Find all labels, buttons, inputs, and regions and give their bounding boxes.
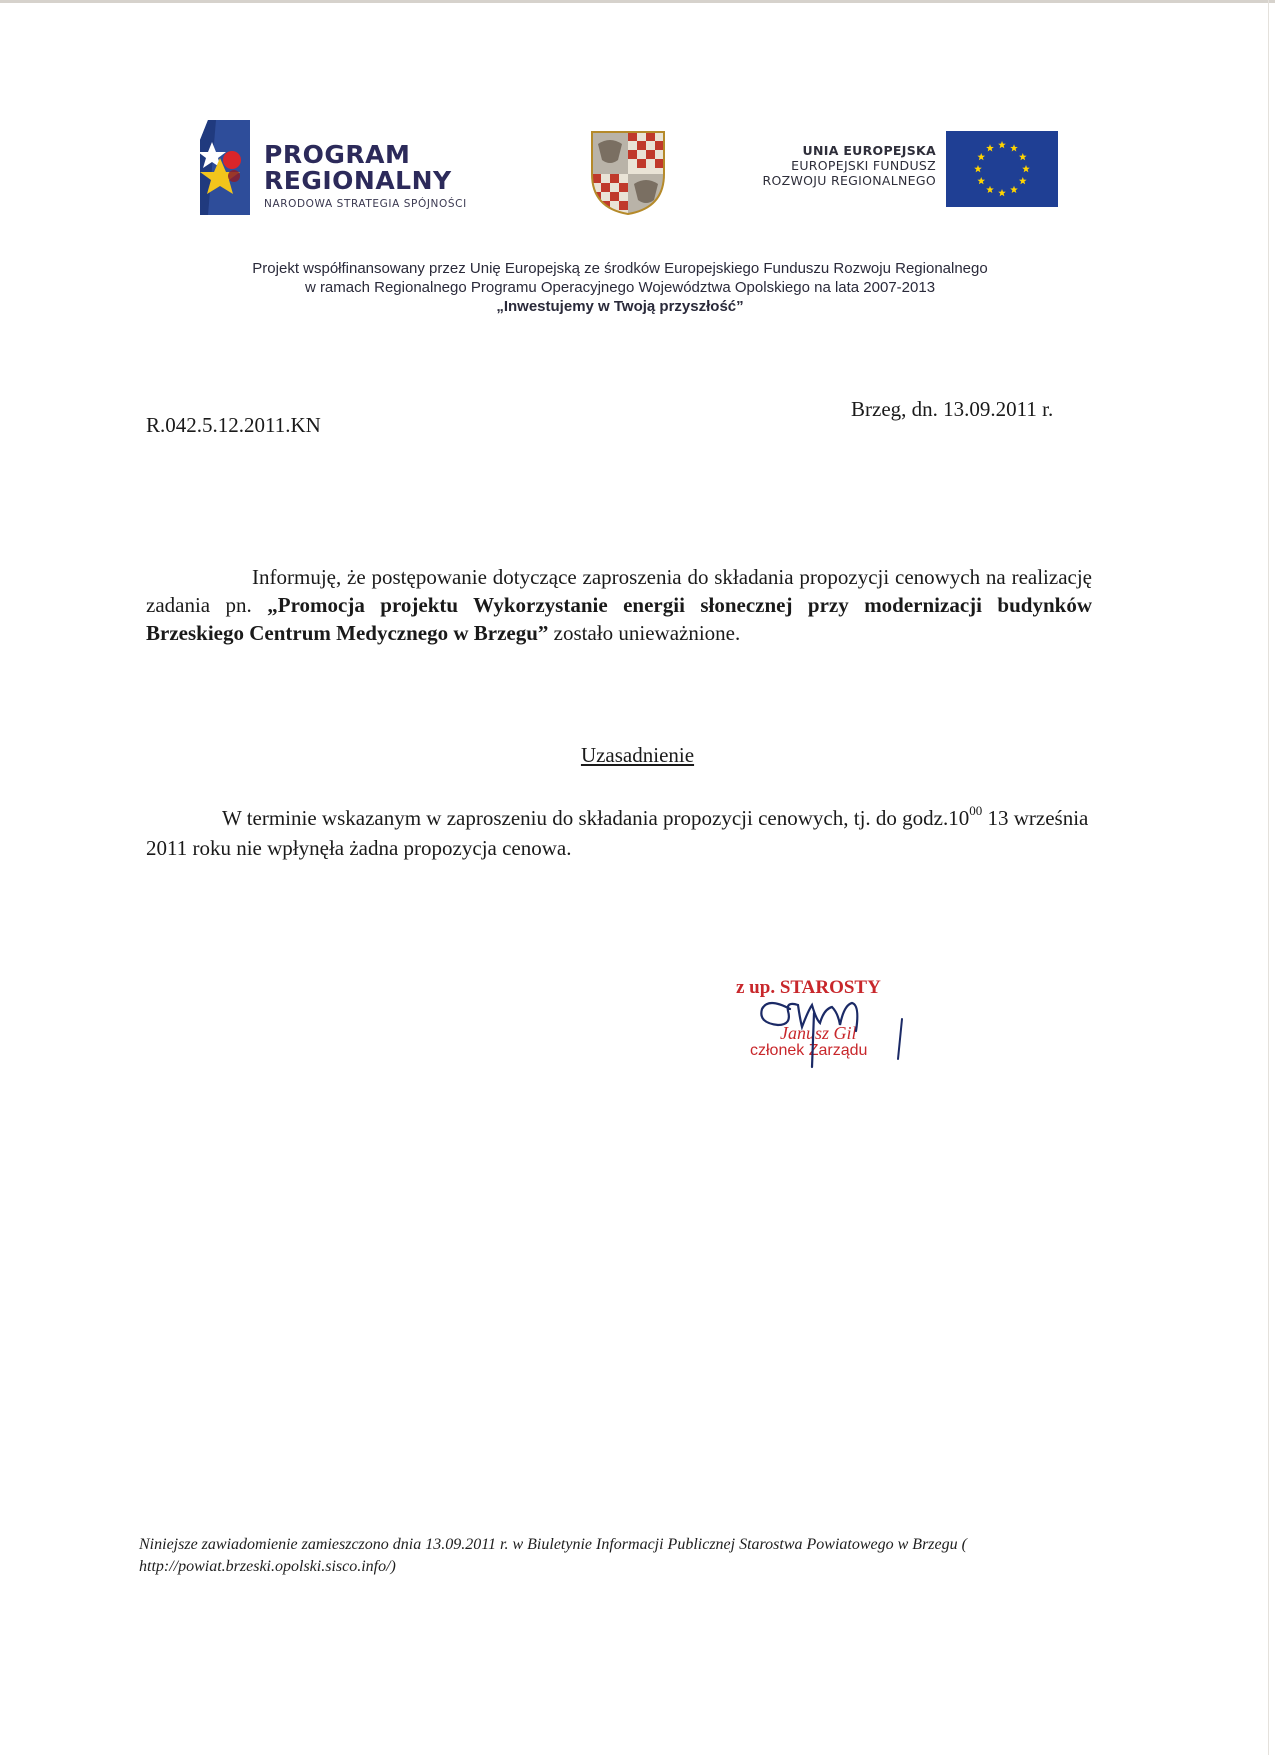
scan-edge (1268, 0, 1269, 1755)
eu-logo-line1: UNIA EUROPEJSKA (802, 143, 936, 158)
justification-paragraph (146, 803, 1092, 863)
program-logo-line2: REGIONALNY (264, 166, 452, 195)
reference-number: R.042.5.12.2011.KN (146, 413, 321, 437)
letter-date: Brzeg, dn. 13.09.2011 r. (851, 397, 1054, 421)
official-stamp (728, 975, 928, 1075)
notice-text-start: Informuję, że postępowanie dotyczące zaproszenia do składania propozycji cenowych na realizację zadania pn. (146, 565, 1092, 617)
stamp-line1: z up. STAROSTY (736, 977, 881, 998)
cofinancing-line1: Projekt współfinansowany przez Unię Europejską ze środków Europejskiego Funduszu Rozwoju Regionalnego (252, 260, 988, 277)
eu-logo-line2: EUROPEJSKI FUNDUSZ (791, 158, 936, 173)
eu-logo-text (700, 143, 936, 188)
scan-edge (0, 0, 1275, 3)
task-name: „Promocja projektu Wykorzystanie energii słonecznej przy modernizacji budynków Brzeskiego Centrum Medycznego w Brzegu” (146, 593, 1092, 645)
justification-heading-text: Uzasadnienie (580, 743, 695, 767)
justification-text-end: 13 września 2011 roku nie wpłynęła żadna propozycja cenowa. (146, 806, 1089, 860)
program-regionalny-wordmark (264, 142, 467, 210)
opolskie-crest-icon (590, 130, 666, 216)
justification-text-start: W terminie wskazanym w zaproszeniu do składania propozycji cenowych, tj. do godz.10 (222, 806, 970, 830)
stamp-line2: Janusz Gil (780, 1023, 857, 1043)
eu-flag-icon (946, 131, 1058, 207)
cofinancing-note (160, 259, 1080, 316)
notice-paragraph (146, 563, 1092, 647)
stamp-line3: członek Zarządu (750, 1042, 868, 1059)
cofinancing-slogan: „Inwestujemy w Twoją przyszłość” (496, 298, 744, 315)
justification-heading (0, 743, 1275, 768)
program-logo-line1: PROGRAM (264, 140, 411, 169)
program-regionalny-logo (190, 118, 520, 218)
hour-superscript: 00 (969, 803, 983, 818)
publication-note: Niniejsze zawiadomienie zamieszczono dnia 13.09.2011 r. w Biuletynie Informacji Publicznej Starostwa Powiatowego w Brzegu ( http://powiat.brzeski.opolski.sisco.info/) (139, 1536, 967, 1575)
program-regionalny-emblem-icon (190, 120, 250, 215)
notice-text-end: zostało unieważnione. (548, 621, 741, 645)
handwritten-signature (728, 975, 928, 1075)
eu-logo-line3: ROZWOJU REGIONALNEGO (762, 173, 936, 188)
program-logo-line3: NARODOWA STRATEGIA SPÓJNOŚCI (264, 198, 467, 210)
cofinancing-line2: w ramach Regionalnego Programu Operacyjnego Województwa Opolskiego na lata 2007-2013 (304, 279, 936, 296)
